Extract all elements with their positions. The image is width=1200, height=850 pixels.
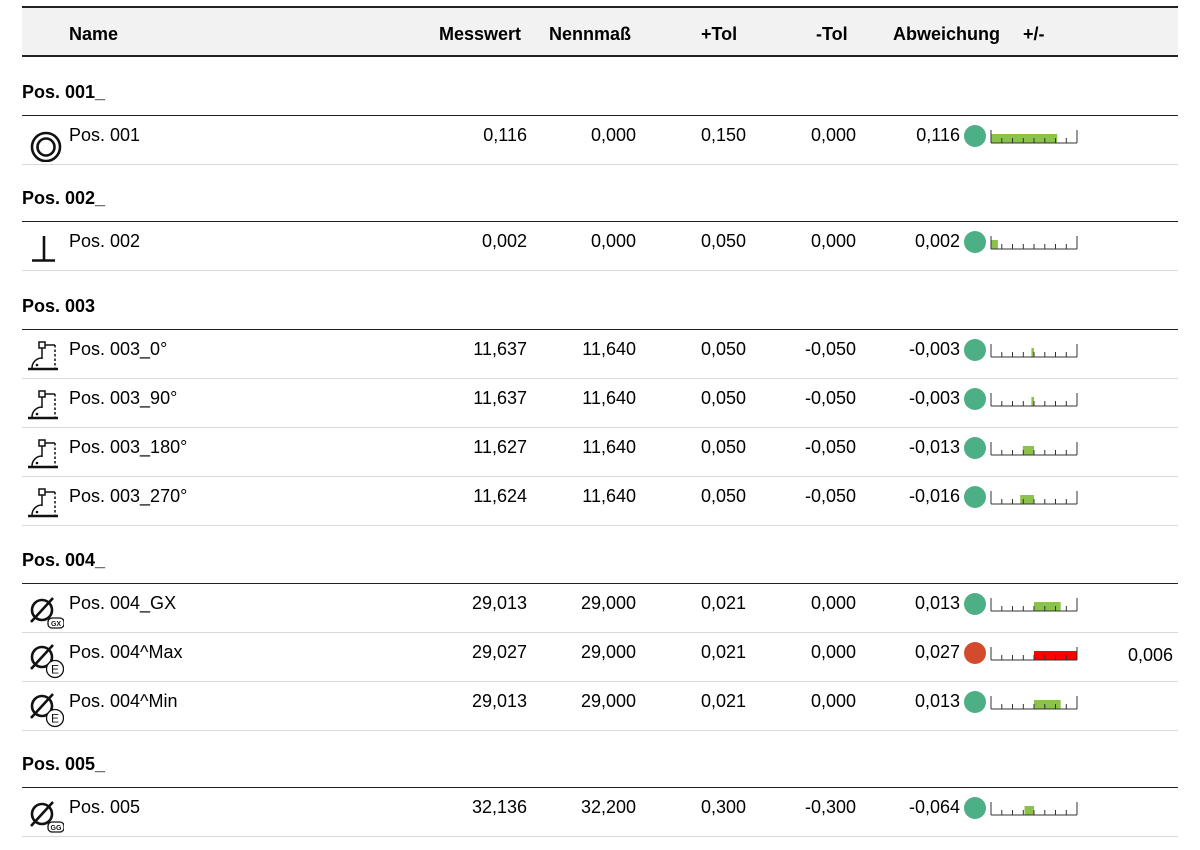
diameter-envelope-icon [24,641,64,679]
row-name: Pos. 003_270° [69,486,188,506]
status-dot [964,593,986,615]
table-row[interactable] [22,788,1178,837]
status-dot [964,339,986,361]
row-name: Pos. 005 [69,797,141,817]
status-dot [964,388,986,410]
height-gauge-icon [24,387,64,425]
table-row[interactable] [22,330,1178,379]
cell-plus-tol: 0,050 [700,339,746,359]
svg-text:GG: GG [50,825,62,832]
status-dot [964,486,986,508]
row-name: Pos. 004^Max [69,642,183,662]
table-row[interactable] [22,116,1178,165]
table-row[interactable] [22,428,1178,477]
tolerance-bar [990,389,1080,411]
cell-messwert: 11,637 [473,339,527,359]
group-header[interactable] [22,528,1178,584]
cell-minus-tol: 0,000 [810,125,856,145]
group-title: Pos. 002_ [22,188,106,208]
row-name: Pos. 004_GX [69,593,177,613]
cell-plus-tol: 0,050 [700,388,746,408]
status-dot [964,437,986,459]
table-row[interactable] [22,584,1178,633]
col-header-messwert[interactable]: Messwert [439,24,522,44]
row-name: Pos. 004^Min [69,691,178,711]
tolerance-bar [990,643,1080,665]
bar-fill [991,240,998,249]
tolerance-bar [990,340,1080,362]
cell-minus-tol: 0,000 [810,691,856,711]
cell-abweichung: 0,116 [916,125,960,145]
cell-messwert: 11,627 [473,437,527,457]
cell-nennmass: 0,000 [590,125,636,145]
cell-abweichung: 0,013 [914,691,960,711]
cell-plus-tol: 0,021 [700,642,746,662]
diameter-gg-icon [24,796,64,834]
table-row[interactable] [22,222,1178,271]
group-title: Pos. 004_ [22,550,106,570]
row-name: Pos. 001 [69,125,141,145]
height-gauge-icon [24,338,64,376]
cell-minus-tol: 0,000 [810,642,856,662]
group-header[interactable] [22,274,1178,330]
cell-minus-tol: -0,050 [804,339,856,359]
col-header-minus-tol[interactable]: -Tol [816,24,848,44]
tolerance-bar [990,594,1080,616]
bar-fill [1025,806,1035,815]
tolerance-bar [990,487,1080,509]
cell-messwert: 11,624 [473,486,527,506]
cell-messwert: 29,013 [471,691,527,711]
col-header-nennmass[interactable]: Nennmaß [549,24,632,44]
cell-abweichung: 0,013 [914,593,960,613]
col-header-name[interactable]: Name [69,24,119,44]
cell-minus-tol: -0,050 [804,437,856,457]
perpendicularity-icon [24,230,64,268]
cell-abweichung: -0,003 [908,339,960,359]
cell-nennmass: 11,640 [582,339,636,359]
cell-plus-tol: 0,021 [700,691,746,711]
cell-abweichung: -0,003 [908,388,960,408]
concentricity-icon [24,124,64,162]
table-row[interactable] [22,682,1178,731]
cell-messwert: 11,637 [473,388,527,408]
group-header[interactable] [22,166,1178,222]
tolerance-bar [990,798,1080,820]
cell-plus-tol: 0,300 [700,797,746,817]
table-row[interactable] [22,477,1178,526]
bar-fill [1023,446,1034,455]
cell-nennmass: 11,640 [582,388,636,408]
cell-nennmass: 32,200 [580,797,636,817]
cell-minus-tol: 0,000 [810,231,856,251]
col-header-plus-minus[interactable]: +/- [1023,24,1045,44]
cell-abweichung: 0,027 [914,642,960,662]
cell-plus-tol: 0,021 [700,593,746,613]
status-dot [964,231,986,253]
table-header [22,6,1178,57]
cell-abweichung: -0,013 [908,437,960,457]
status-dot [964,642,986,664]
cell-minus-tol: 0,000 [810,593,856,613]
height-gauge-icon [24,485,64,523]
cell-plus-tol: 0,050 [700,486,746,506]
group-title: Pos. 003 [22,296,96,316]
cell-minus-tol: -0,050 [804,388,856,408]
table-row[interactable] [22,633,1178,682]
status-dot [964,691,986,713]
bar-fill [1020,495,1034,504]
bar-fill [991,134,1057,143]
tolerance-bar [990,438,1080,460]
cell-messwert: 32,136 [471,797,527,817]
bar-fill [1034,700,1061,709]
group-title: Pos. 001_ [22,82,106,102]
tolerance-bar [990,692,1080,714]
cell-nennmass: 29,000 [580,593,636,613]
height-gauge-icon [24,436,64,474]
row-name: Pos. 003_0° [69,339,168,359]
cell-messwert: 0,002 [481,231,527,251]
cell-abweichung: -0,064 [908,797,960,817]
cell-nennmass: 29,000 [580,642,636,662]
cell-plus-tol: 0,150 [700,125,746,145]
table-row[interactable] [22,379,1178,428]
cell-nennmass: 0,000 [590,231,636,251]
row-name: Pos. 003_90° [69,388,178,408]
cell-plus-tol: 0,050 [700,231,746,251]
cell-out-of-tolerance: 0,006 [1127,645,1173,665]
cell-nennmass: 11,640 [582,486,636,506]
col-header-abweichung[interactable]: Abweichung [893,24,1000,44]
svg-text:E: E [50,662,60,677]
bar-fill [1034,602,1061,611]
row-name: Pos. 002 [69,231,141,251]
cell-minus-tol: -0,300 [804,797,856,817]
cell-nennmass: 11,640 [582,437,636,457]
group-title: Pos. 005_ [22,754,106,774]
status-dot [964,125,986,147]
group-header[interactable] [22,60,1178,116]
cell-messwert: 29,027 [471,642,527,662]
tolerance-bar [990,232,1080,254]
svg-text:E: E [50,711,60,726]
group-header[interactable] [22,732,1178,788]
cell-abweichung: -0,016 [908,486,960,506]
row-name: Pos. 003_180° [69,437,188,457]
cell-minus-tol: -0,050 [804,486,856,506]
status-dot [964,797,986,819]
tolerance-bar [990,126,1080,148]
cell-messwert: 29,013 [471,593,527,613]
svg-text:GX: GX [50,621,62,628]
cell-plus-tol: 0,050 [700,437,746,457]
col-header-plus-tol[interactable]: +Tol [701,24,738,44]
diameter-gx-icon [24,592,64,630]
cell-abweichung: 0,002 [914,231,960,251]
cell-messwert: 0,116 [483,125,527,145]
cell-nennmass: 29,000 [580,691,636,711]
diameter-envelope-icon [24,690,64,728]
